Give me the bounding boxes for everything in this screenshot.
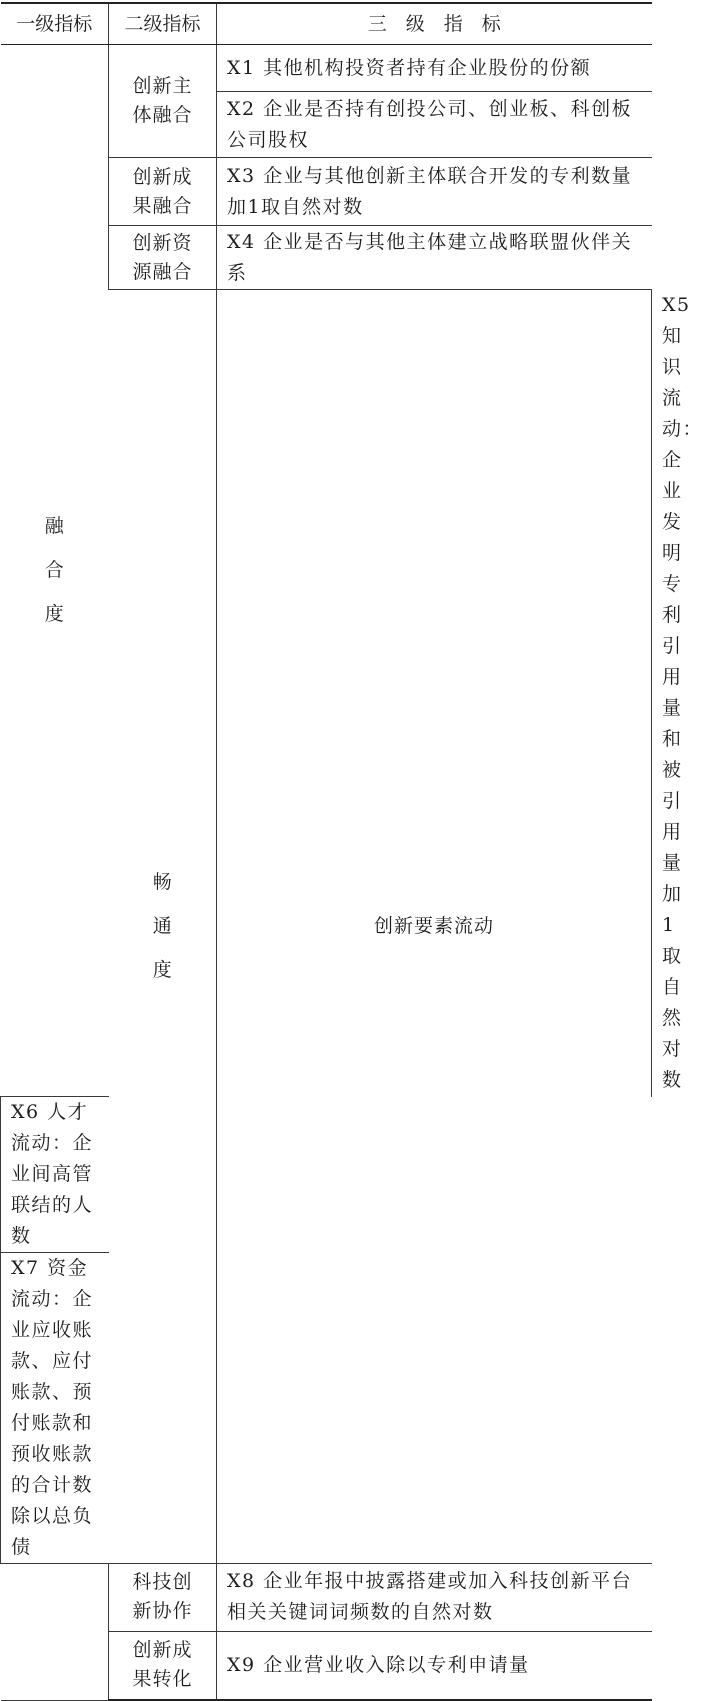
indicator-x6: X6 人才流动：企业间高管联结的人数 — [1, 1096, 109, 1252]
indicator-x9: X9 企业营业收入除以专利申请量 — [217, 1631, 652, 1700]
level1-fusion-cell — [1, 45, 109, 1097]
level2-cell: 创新成果融合 — [109, 158, 217, 226]
indicator-x3: X3 企业与其他创新主体联合开发的专利数量加1取自然对数 — [217, 158, 652, 226]
level2-cell: 创新主体融合 — [109, 45, 217, 158]
level1-flow-cell-cont — [1, 1563, 109, 1700]
indicator-x1: X1 其他机构投资者持有企业股份的份额 — [217, 45, 652, 92]
indicator-x2: X2 企业是否持有创投公司、创业板、科创板公司股权 — [217, 92, 652, 158]
indicator-table — [0, 2, 703, 1701]
indicator-x8: X8 企业年报中披露搭建或加入科技创新平台相关关键词词频数的自然对数 — [217, 1563, 652, 1631]
table-row: 畅通度 创新要素流动 X5 知识流动：企业发明专利引用量和被引用量加1取自然对数 — [1, 290, 652, 1097]
header-row — [1, 3, 652, 45]
level1-label-flow: 畅通度 — [152, 871, 172, 982]
table-row — [1, 45, 652, 92]
indicator-x7: X7 资金流动：企业应收账款、应付账款、预付账款和预收账款的合计数除以总负债 — [1, 1252, 109, 1563]
level1-label-fusion: 融合度 — [44, 515, 64, 626]
header-level3: 三 级 指 标 — [217, 3, 652, 45]
table-row — [1, 1563, 652, 1631]
header-level1: 一级指标 — [1, 3, 109, 45]
level1-flow-cell — [109, 290, 217, 1564]
level2-cell: 科技创新协作 — [109, 1563, 217, 1631]
level2-cell: 创新要素流动 — [217, 290, 652, 1564]
indicator-x4: X4 企业是否与其他主体建立战略联盟伙伴关系 — [217, 226, 652, 290]
level2-cell: 创新成果转化 — [109, 1631, 217, 1700]
header-level2: 二级指标 — [109, 3, 217, 45]
level2-cell: 创新资源融合 — [109, 226, 217, 290]
